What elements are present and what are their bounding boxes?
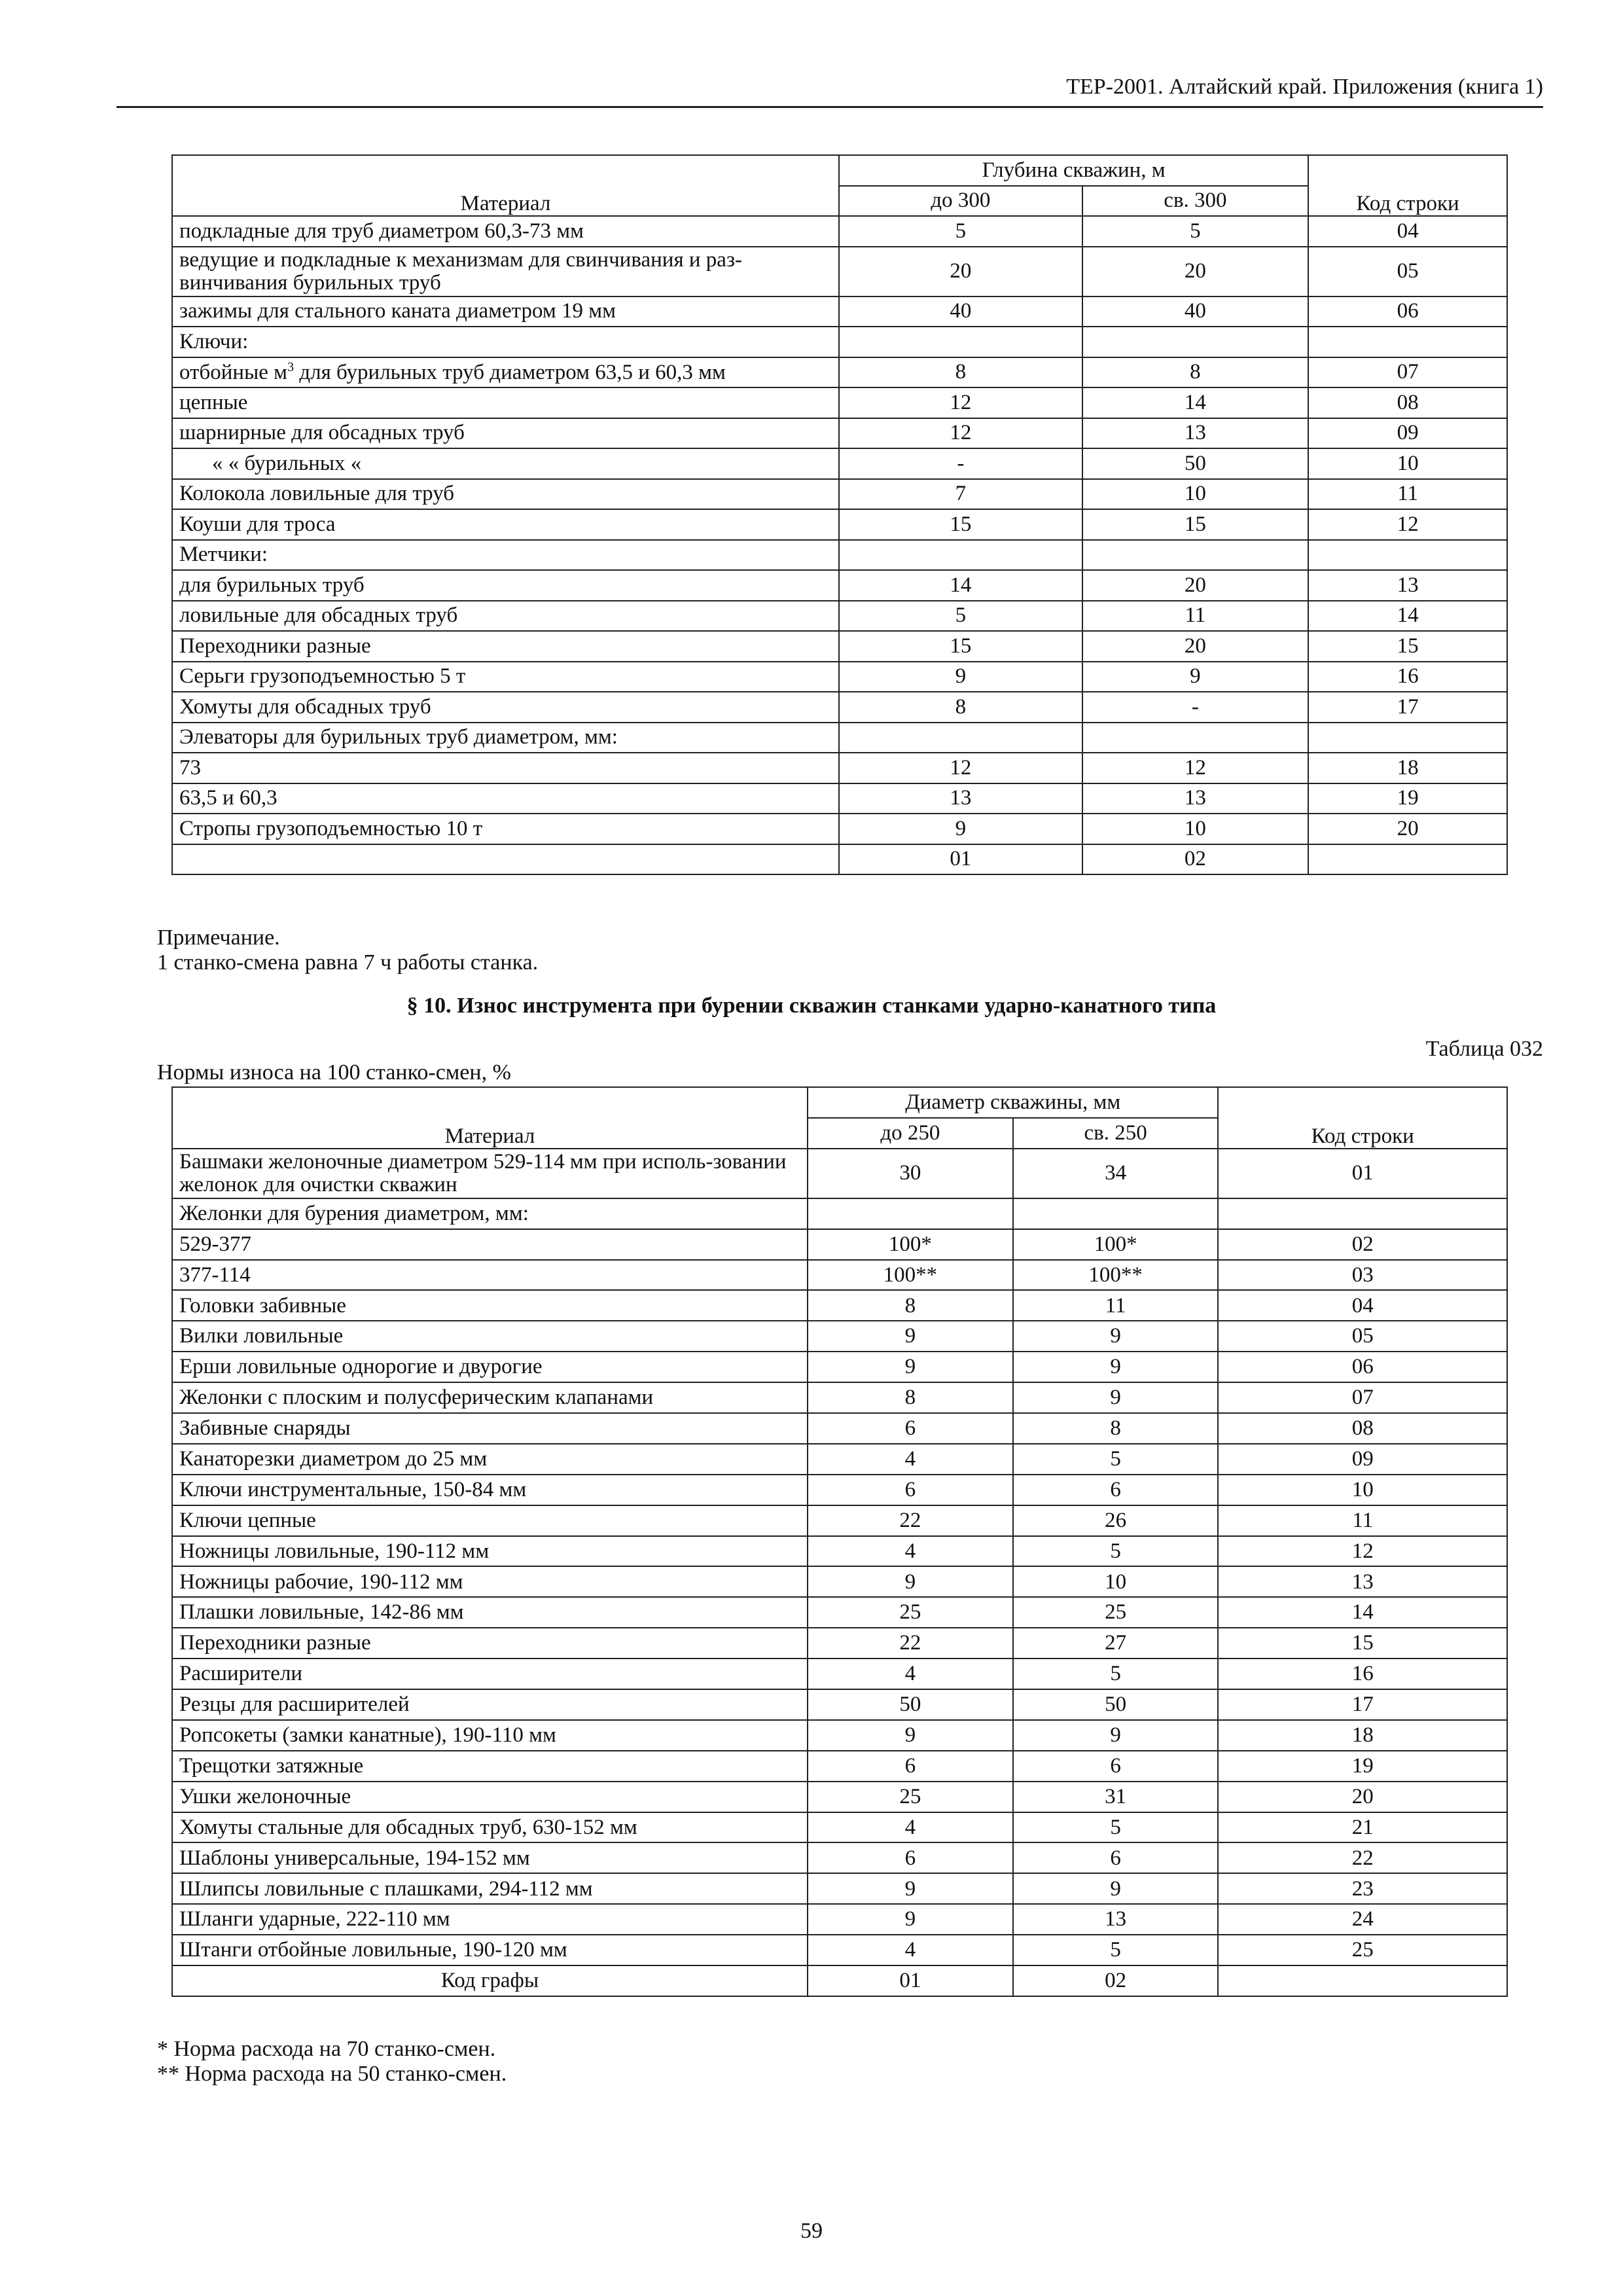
value-cell <box>839 327 1082 357</box>
material-cell: Ключи: <box>172 327 839 357</box>
value-cell: 9 <box>839 662 1082 692</box>
value-cell: 13 <box>839 783 1082 814</box>
value-cell: 20 <box>1082 247 1309 296</box>
value-cell: 7 <box>839 479 1082 510</box>
value-cell: 27 <box>1013 1628 1219 1659</box>
col-header-over-250: св. 250 <box>1013 1118 1219 1149</box>
code-cell: 24 <box>1218 1904 1507 1935</box>
value-cell: 6 <box>808 1475 1013 1505</box>
value-cell: 13 <box>1082 418 1309 449</box>
value-cell: 11 <box>1013 1290 1219 1321</box>
table-row <box>172 753 1507 783</box>
value-cell: 8 <box>808 1382 1013 1413</box>
value-cell: 22 <box>808 1505 1013 1536</box>
value-cell <box>1082 327 1309 357</box>
material-cell: Расширители <box>172 1659 808 1689</box>
value-cell: 15 <box>1082 509 1309 540</box>
material-cell: Желонки с плоским и полусферическим клапанами <box>172 1382 808 1413</box>
material-text-tail: для бурильных труб диаметром 63,5 и 60,3 мм <box>294 360 726 384</box>
value-cell: 14 <box>839 570 1082 601</box>
material-cell: Башмаки желоночные диаметром 529-114 мм при исполь-зовании желонок для очистки скважин <box>172 1149 808 1198</box>
table-row <box>172 662 1507 692</box>
value-cell: 9 <box>1013 1720 1219 1751</box>
value-cell: 9 <box>1082 662 1309 692</box>
value-cell: 6 <box>808 1842 1013 1873</box>
table-row <box>172 1260 1507 1291</box>
material-cell: Ножницы ловильные, 190-112 мм <box>172 1536 808 1567</box>
note-title: Примечание. <box>157 925 280 950</box>
value-cell: 5 <box>1082 216 1309 247</box>
value-cell: 30 <box>808 1149 1013 1198</box>
code-cell <box>1308 723 1507 753</box>
table-header-row <box>172 1087 1507 1118</box>
footnote-double-star: ** Норма расхода на 50 станко-смен. <box>157 2062 507 2086</box>
material-cell: ведущие и подкладные к механизмам для свинчивания и раз-винчивания бурильных труб <box>172 247 839 296</box>
material-cell: Канаторезки диаметром до 25 мм <box>172 1444 808 1475</box>
material-cell: Колокола ловильные для труб <box>172 479 839 510</box>
table-row <box>172 1751 1507 1782</box>
material-cell: Ключи инструментальные, 150-84 мм <box>172 1475 808 1505</box>
value-cell: - <box>839 448 1082 479</box>
value-cell: 26 <box>1013 1505 1219 1536</box>
table-row <box>172 631 1507 662</box>
code-cell: 18 <box>1308 753 1507 783</box>
value-cell: 40 <box>839 296 1082 327</box>
table-header-row <box>172 155 1507 186</box>
value-cell: 50 <box>808 1689 1013 1720</box>
value-cell: 5 <box>1013 1659 1219 1689</box>
code-cell: 14 <box>1308 601 1507 632</box>
code-cell: 15 <box>1218 1628 1507 1659</box>
table-row <box>172 783 1507 814</box>
value-cell: 5 <box>1013 1536 1219 1567</box>
superscript: 3 <box>287 359 294 374</box>
code-cell: 08 <box>1308 387 1507 418</box>
value-cell: 40 <box>1082 296 1309 327</box>
code-cell: 16 <box>1308 662 1507 692</box>
header-title: ТЕР-2001. Алтайский край. Приложения (книга 1) <box>1066 75 1543 99</box>
value-cell: 100** <box>808 1260 1013 1291</box>
value-cell: 9 <box>808 1904 1013 1935</box>
table-row <box>172 1782 1507 1812</box>
value-cell: 9 <box>1013 1382 1219 1413</box>
column-code-cell: 01 <box>839 844 1082 875</box>
wear-table-depth <box>171 154 1508 875</box>
value-cell: 10 <box>1082 479 1309 510</box>
code-cell: 06 <box>1218 1352 1507 1382</box>
value-cell <box>808 1198 1013 1229</box>
material-cell: цепные <box>172 387 839 418</box>
material-cell: шарнирные для обсадных труб <box>172 418 839 449</box>
table-row <box>172 1628 1507 1659</box>
table-row <box>172 1536 1507 1567</box>
code-cell: 05 <box>1218 1321 1507 1352</box>
code-cell: 22 <box>1218 1842 1507 1873</box>
code-cell <box>1218 1965 1507 1996</box>
value-cell: 25 <box>808 1782 1013 1812</box>
note-text: 1 станко-смена равна 7 ч работы станка. <box>157 950 539 975</box>
value-cell: 6 <box>1013 1842 1219 1873</box>
value-cell: 22 <box>808 1628 1013 1659</box>
value-cell: 5 <box>1013 1812 1219 1843</box>
material-cell: Коуши для троса <box>172 509 839 540</box>
value-cell: 4 <box>808 1935 1013 1965</box>
code-cell: 06 <box>1308 296 1507 327</box>
code-cell: 23 <box>1218 1873 1507 1904</box>
code-cell <box>1218 1198 1507 1229</box>
code-cell: 21 <box>1218 1812 1507 1843</box>
code-cell: 17 <box>1218 1689 1507 1720</box>
material-cell: Ключи цепные <box>172 1505 808 1536</box>
value-cell: 31 <box>1013 1782 1219 1812</box>
table-number: Таблица 032 <box>1425 1037 1543 1061</box>
table-row <box>172 1720 1507 1751</box>
code-cell <box>1308 327 1507 357</box>
table-row <box>172 1904 1507 1935</box>
value-cell: 8 <box>1013 1413 1219 1444</box>
value-cell: 6 <box>1013 1475 1219 1505</box>
value-cell: 9 <box>808 1873 1013 1904</box>
material-header: Материал <box>172 155 839 216</box>
column-code-cell: 02 <box>1013 1965 1219 1996</box>
column-code-cell: 01 <box>808 1965 1013 1996</box>
value-cell: 8 <box>808 1290 1013 1321</box>
col-header-up-to-300: до 300 <box>839 186 1082 217</box>
code-cell: 13 <box>1308 570 1507 601</box>
table-row <box>172 570 1507 601</box>
table-row <box>172 1689 1507 1720</box>
material-cell: Шланги ударные, 222-110 мм <box>172 1904 808 1935</box>
value-cell: 12 <box>839 387 1082 418</box>
code-cell: 03 <box>1218 1260 1507 1291</box>
value-cell: 20 <box>1082 570 1309 601</box>
table-row <box>172 723 1507 753</box>
value-cell: 11 <box>1082 601 1309 632</box>
material-text: отбойные м <box>179 360 288 384</box>
table-row <box>172 296 1507 327</box>
value-cell: 20 <box>1082 631 1309 662</box>
value-cell: 9 <box>1013 1873 1219 1904</box>
value-cell: 34 <box>1013 1149 1219 1198</box>
value-cell: 15 <box>839 631 1082 662</box>
table-row <box>172 1842 1507 1873</box>
table-row <box>172 327 1507 357</box>
code-cell: 11 <box>1218 1505 1507 1536</box>
material-cell: Элеваторы для бурильных труб диаметром, мм: <box>172 723 839 753</box>
section-title: § 10. Износ инструмента при бурении скважин станками ударно-канатного типа <box>406 994 1217 1018</box>
table-row <box>172 1935 1507 1965</box>
value-cell: 5 <box>1013 1935 1219 1965</box>
table-row <box>172 601 1507 632</box>
table-row <box>172 1321 1507 1352</box>
value-cell: 13 <box>1013 1904 1219 1935</box>
col-header-up-to-250: до 250 <box>808 1118 1013 1149</box>
code-cell: 16 <box>1218 1659 1507 1689</box>
value-cell: 12 <box>1082 753 1309 783</box>
value-cell: 100* <box>1013 1229 1219 1260</box>
material-cell: ловильные для обсадных труб <box>172 601 839 632</box>
material-cell: « « бурильных « <box>172 448 839 479</box>
table-row <box>172 247 1507 296</box>
value-cell: 9 <box>808 1720 1013 1751</box>
code-cell <box>1308 844 1507 875</box>
material-cell: Метчики: <box>172 540 839 571</box>
material-cell: Ушки желоночные <box>172 1782 808 1812</box>
material-cell <box>172 357 839 388</box>
table-row <box>172 1198 1507 1229</box>
table-row <box>172 1659 1507 1689</box>
table-row <box>172 692 1507 723</box>
code-cell: 07 <box>1308 357 1507 388</box>
table-row <box>172 1229 1507 1260</box>
value-cell: 100** <box>1013 1260 1219 1291</box>
table-footer-row <box>172 1965 1507 1996</box>
table-row <box>172 418 1507 449</box>
value-cell: 25 <box>808 1597 1013 1628</box>
material-cell: Ножницы рабочие, 190-112 мм <box>172 1566 808 1597</box>
table-row <box>172 1290 1507 1321</box>
value-cell: 4 <box>808 1659 1013 1689</box>
value-cell: 10 <box>1013 1566 1219 1597</box>
code-cell: 05 <box>1308 247 1507 296</box>
value-cell: 4 <box>808 1536 1013 1567</box>
value-cell: 50 <box>1082 448 1309 479</box>
material-cell: Хомуты стальные для обсадных труб, 630-152 мм <box>172 1812 808 1843</box>
table-row <box>172 1352 1507 1382</box>
value-cell: 9 <box>839 814 1082 844</box>
value-cell: 9 <box>1013 1321 1219 1352</box>
table-row <box>172 216 1507 247</box>
material-cell: Серьги грузоподъемностью 5 т <box>172 662 839 692</box>
material-cell: Хомуты для обсадных труб <box>172 692 839 723</box>
code-cell: 04 <box>1218 1290 1507 1321</box>
code-cell: 20 <box>1308 814 1507 844</box>
code-cell: 11 <box>1308 479 1507 510</box>
material-cell: 377-114 <box>172 1260 808 1291</box>
code-cell: 02 <box>1218 1229 1507 1260</box>
material-cell: Резцы для расширителей <box>172 1689 808 1720</box>
code-cell: 07 <box>1218 1382 1507 1413</box>
material-cell: Переходники разные <box>172 631 839 662</box>
material-header: Материал <box>172 1087 808 1149</box>
table-row <box>172 357 1507 388</box>
code-cell: 20 <box>1218 1782 1507 1812</box>
value-cell: 9 <box>808 1321 1013 1352</box>
code-cell: 13 <box>1218 1566 1507 1597</box>
code-cell: 25 <box>1218 1935 1507 1965</box>
value-cell: 15 <box>839 509 1082 540</box>
material-cell: Штанги отбойные ловильные, 190-120 мм <box>172 1935 808 1965</box>
table-row <box>172 448 1507 479</box>
value-cell: 6 <box>1013 1751 1219 1782</box>
value-cell: 4 <box>808 1812 1013 1843</box>
value-cell: 13 <box>1082 783 1309 814</box>
value-cell: 5 <box>1013 1444 1219 1475</box>
column-code-cell: 02 <box>1082 844 1309 875</box>
table-row <box>172 479 1507 510</box>
value-cell: 4 <box>808 1444 1013 1475</box>
table-footer-row <box>172 844 1507 875</box>
code-cell <box>1308 540 1507 571</box>
table-row <box>172 1475 1507 1505</box>
value-cell <box>1082 723 1309 753</box>
material-cell: Желонки для бурения диаметром, мм: <box>172 1198 808 1229</box>
value-cell: 8 <box>839 692 1082 723</box>
value-cell: 9 <box>1013 1352 1219 1382</box>
code-cell: 10 <box>1218 1475 1507 1505</box>
value-cell: 8 <box>1082 357 1309 388</box>
footnote-single-star: * Норма расхода на 70 станко-смен. <box>157 2037 496 2061</box>
value-cell: 50 <box>1013 1689 1219 1720</box>
table-row <box>172 1597 1507 1628</box>
value-cell <box>1082 540 1309 571</box>
wear-table-diameter <box>171 1086 1508 1997</box>
depth-group-header: Глубина скважин, м <box>839 155 1308 186</box>
code-cell: 10 <box>1308 448 1507 479</box>
value-cell: 9 <box>808 1352 1013 1382</box>
value-cell: 14 <box>1082 387 1309 418</box>
table-row <box>172 1149 1507 1198</box>
table-row <box>172 1873 1507 1904</box>
code-cell: 08 <box>1218 1413 1507 1444</box>
value-cell: 12 <box>839 418 1082 449</box>
value-cell: - <box>1082 692 1309 723</box>
material-cell: Переходники разные <box>172 1628 808 1659</box>
material-cell: 73 <box>172 753 839 783</box>
code-cell: 12 <box>1308 509 1507 540</box>
value-cell: 6 <box>808 1413 1013 1444</box>
value-cell: 9 <box>808 1566 1013 1597</box>
material-cell: Шаблоны универсальные, 194-152 мм <box>172 1842 808 1873</box>
value-cell: 10 <box>1082 814 1309 844</box>
material-cell: для бурильных труб <box>172 570 839 601</box>
table-row <box>172 1444 1507 1475</box>
code-cell: 09 <box>1308 418 1507 449</box>
value-cell: 5 <box>839 601 1082 632</box>
table-row <box>172 1566 1507 1597</box>
value-cell <box>839 540 1082 571</box>
material-cell: Шлипсы ловильные с плашками, 294-112 мм <box>172 1873 808 1904</box>
material-cell: зажимы для стального каната диаметром 19 мм <box>172 296 839 327</box>
page-header <box>116 72 1543 108</box>
page-number: 59 <box>800 2219 823 2243</box>
material-cell: Стропы грузоподъемностью 10 т <box>172 814 839 844</box>
code-cell: 04 <box>1308 216 1507 247</box>
table-row <box>172 1505 1507 1536</box>
diameter-group-header: Диаметр скважины, мм <box>808 1087 1218 1118</box>
value-cell <box>839 723 1082 753</box>
col-header-over-300: св. 300 <box>1082 186 1309 217</box>
value-cell: 25 <box>1013 1597 1219 1628</box>
material-cell: Плашки ловильные, 142-86 мм <box>172 1597 808 1628</box>
value-cell: 5 <box>839 216 1082 247</box>
table-row <box>172 540 1507 571</box>
value-cell: 20 <box>839 247 1082 296</box>
material-cell: Забивные снаряды <box>172 1413 808 1444</box>
value-cell: 12 <box>839 753 1082 783</box>
material-cell: Трещотки затяжные <box>172 1751 808 1782</box>
material-cell: Ерши ловильные однорогие и двурогие <box>172 1352 808 1382</box>
value-cell: 6 <box>808 1751 1013 1782</box>
code-cell: 12 <box>1218 1536 1507 1567</box>
code-cell: 09 <box>1218 1444 1507 1475</box>
value-cell: 8 <box>839 357 1082 388</box>
material-cell: Головки забивные <box>172 1290 808 1321</box>
value-cell: 100* <box>808 1229 1013 1260</box>
code-cell: 19 <box>1218 1751 1507 1782</box>
material-cell: Вилки ловильные <box>172 1321 808 1352</box>
code-cell: 14 <box>1218 1597 1507 1628</box>
material-cell: 529-377 <box>172 1229 808 1260</box>
table-row <box>172 1812 1507 1843</box>
table-row <box>172 1382 1507 1413</box>
table-row <box>172 814 1507 844</box>
footer-label-cell: Код графы <box>172 1965 808 1996</box>
material-cell: Ропсокеты (замки канатные), 190-110 мм <box>172 1720 808 1751</box>
code-header: Код строки <box>1308 155 1507 216</box>
code-header: Код строки <box>1218 1087 1507 1149</box>
table-row <box>172 1413 1507 1444</box>
material-cell: подкладные для труб диаметром 60,3-73 мм <box>172 216 839 247</box>
code-cell: 17 <box>1308 692 1507 723</box>
code-cell: 19 <box>1308 783 1507 814</box>
table-row <box>172 509 1507 540</box>
code-cell: 15 <box>1308 631 1507 662</box>
material-cell: 63,5 и 60,3 <box>172 783 839 814</box>
table-row <box>172 387 1507 418</box>
code-cell: 18 <box>1218 1720 1507 1751</box>
code-cell: 01 <box>1218 1149 1507 1198</box>
value-cell <box>1013 1198 1219 1229</box>
norms-caption: Нормы износа на 100 станко-смен, % <box>157 1060 511 1085</box>
footer-label-cell <box>172 844 839 875</box>
